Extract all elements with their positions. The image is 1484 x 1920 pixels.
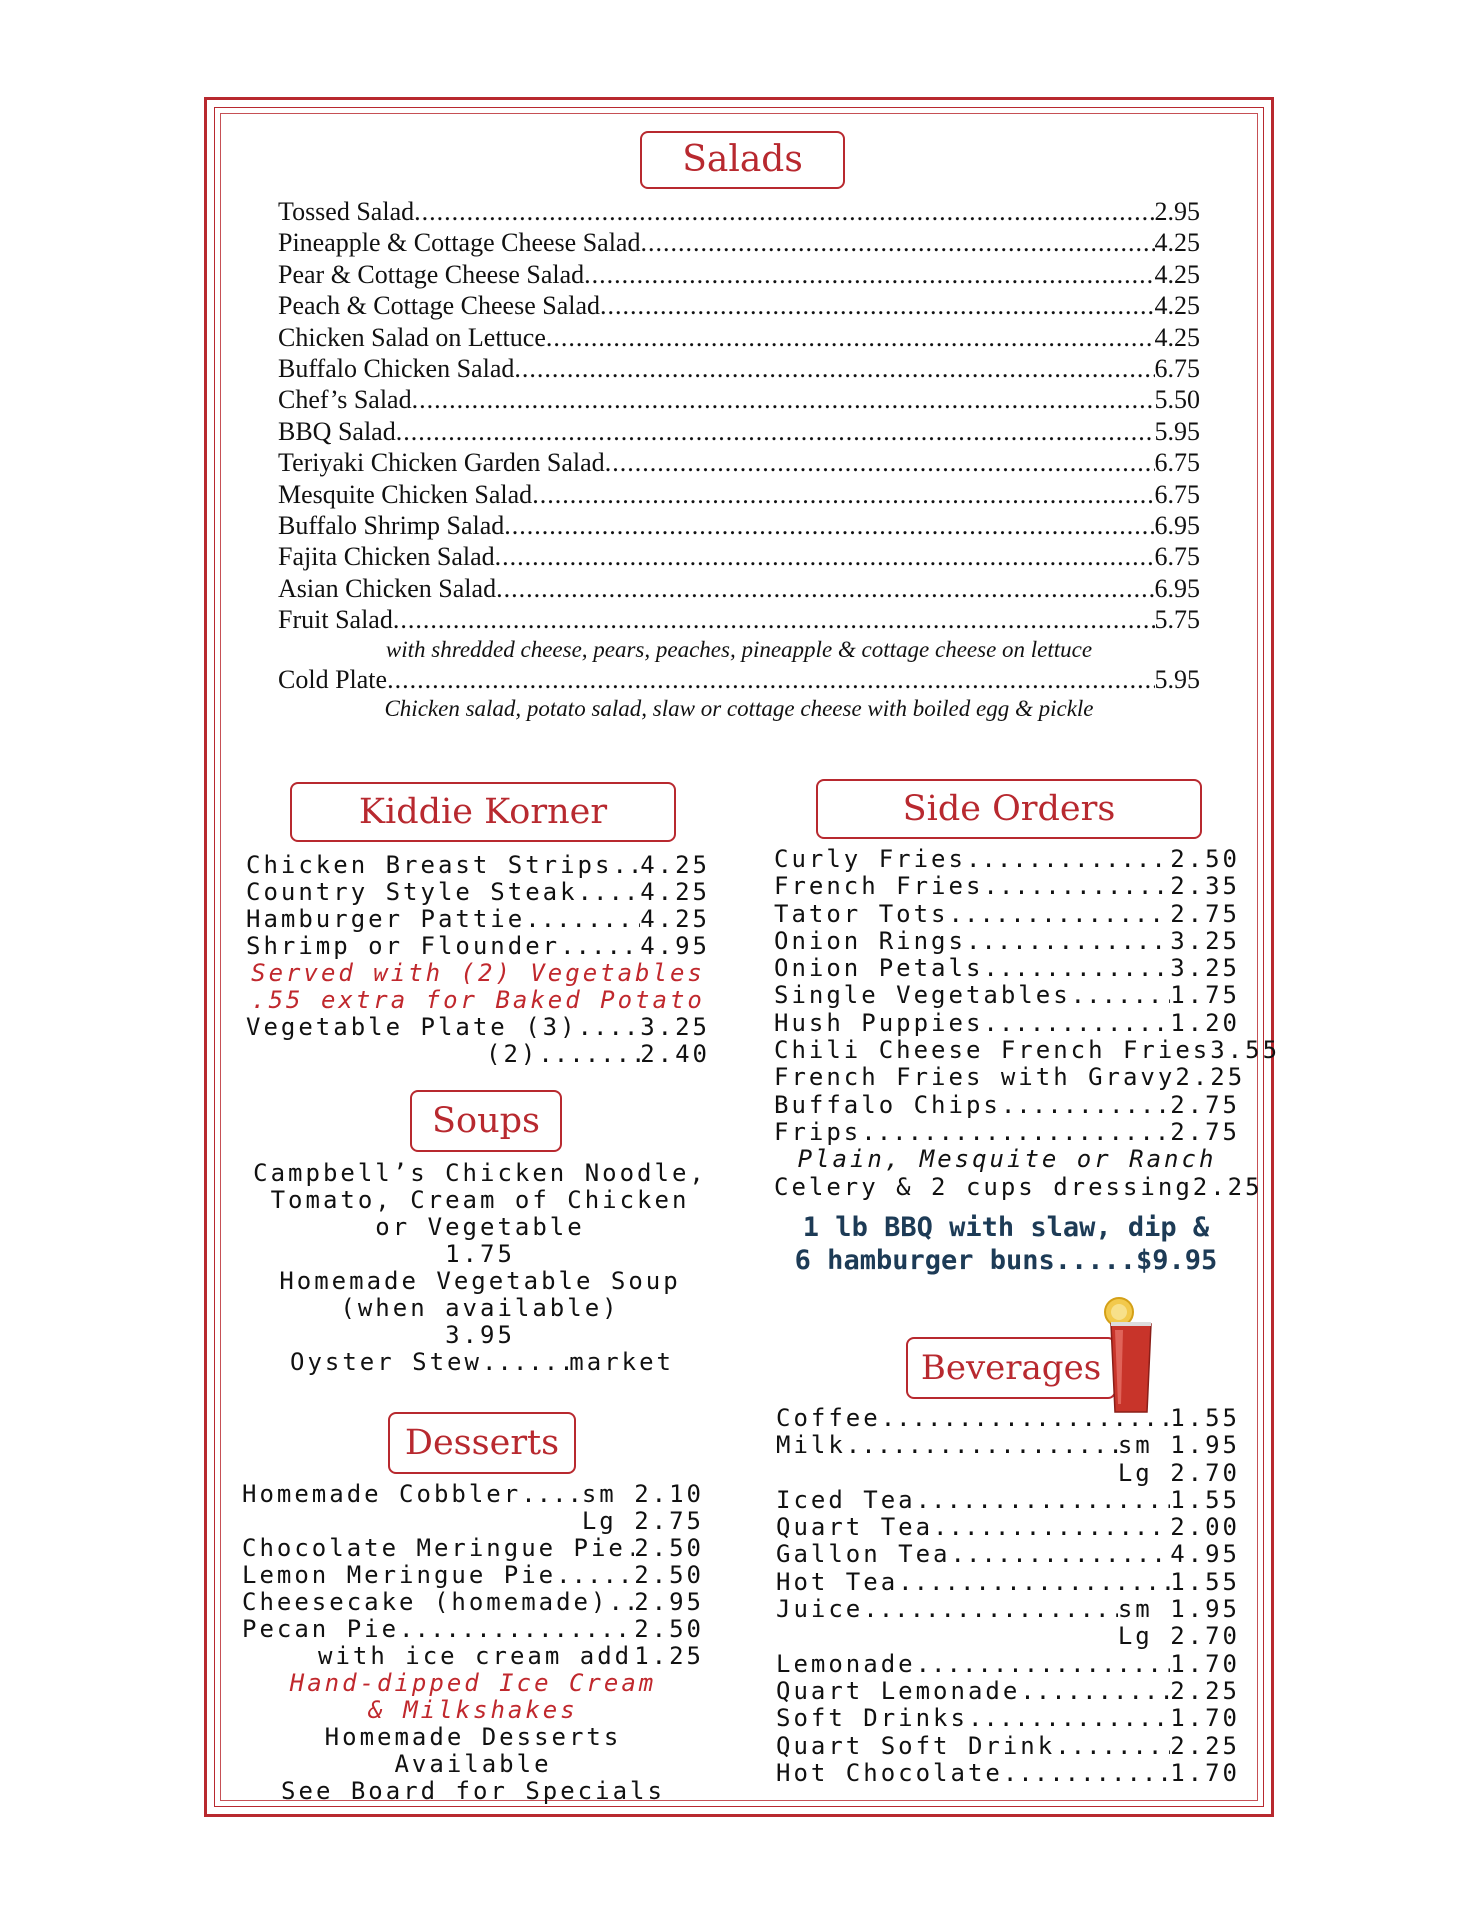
leader-dots <box>951 1541 1171 1568</box>
item-name: French Fries with Gravy <box>774 1063 1176 1092</box>
menu-item <box>776 1705 1240 1732</box>
item-price: 2.50 <box>634 1615 704 1643</box>
item-price: 4.25 <box>1154 259 1200 289</box>
kiddie-note: .55 extra for Baked Potato <box>251 986 705 1014</box>
kiddie-list <box>246 852 710 1068</box>
soup-price: 1.75 <box>445 1240 515 1268</box>
iced-tea-glass-icon <box>1101 1296 1161 1416</box>
menu-item <box>278 510 1200 541</box>
item-name: BBQ Salad <box>278 416 396 446</box>
item-price: 2.95 <box>1154 197 1200 226</box>
menu-item <box>278 384 1200 415</box>
item-name: Country Style Steak <box>246 878 578 906</box>
menu-item <box>278 541 1200 572</box>
menu-item <box>776 1760 1240 1787</box>
sides-note: Plain, Mesquite or Ranch <box>797 1145 1217 1174</box>
item-price: 4.25 <box>1154 228 1200 258</box>
item-name: Cheesecake (homemade) <box>242 1588 609 1616</box>
menu-item: Juice ..... sm 1.95 <box>776 1596 1240 1623</box>
item-name: Single Vegetables <box>774 981 1071 1010</box>
price-sub: Lg 2.70 <box>1117 1458 1240 1487</box>
item-name: Curly Fries <box>774 845 966 873</box>
menu-item <box>776 1678 1240 1705</box>
item-price: 6.95 <box>1154 511 1200 541</box>
item-name: Pecan Pie <box>242 1615 400 1643</box>
leader-dots <box>605 447 1155 478</box>
item-price: 2.00 <box>1170 1513 1240 1542</box>
menu-item <box>278 290 1200 321</box>
leader-dots <box>396 416 1155 447</box>
leader-dots <box>525 906 640 933</box>
menu-item: (2) ..... 2.40 <box>246 1041 710 1068</box>
leader-dots <box>600 290 1154 321</box>
menu-item: Coffee ..... 1.55 <box>776 1405 1240 1432</box>
item-name: Mesquite Chicken Salad <box>278 479 533 509</box>
item-name: Quart Tea <box>776 1513 934 1542</box>
leader-dots <box>949 901 1171 928</box>
menu-item <box>774 1092 1240 1119</box>
item-name: Pear & Cottage Cheese Salad <box>278 259 585 289</box>
leader-dots <box>393 604 1155 635</box>
leader-dots <box>983 873 1170 900</box>
item-price: 2.50 <box>634 1534 704 1562</box>
item-price: 5.75 <box>1154 605 1200 635</box>
menu-item <box>776 1514 1240 1541</box>
item-name: Lemonade <box>776 1649 916 1678</box>
item-price: 5.50 <box>1154 385 1200 415</box>
item-name: Chicken Salad on Lettuce <box>278 322 546 352</box>
desserts-heading: Desserts <box>388 1412 576 1474</box>
item-price: 6.75 <box>1154 448 1200 478</box>
item-price: 5.95 <box>1154 416 1200 446</box>
menu-item <box>774 873 1240 900</box>
leader-dots <box>933 1514 1170 1541</box>
menu-item <box>278 447 1200 478</box>
item-name: Buffalo Chips <box>774 1090 1001 1119</box>
item-price: 3.25 <box>1170 926 1240 955</box>
menu-item <box>278 573 1200 604</box>
item-name: Fruit Salad <box>278 605 393 635</box>
item-name: Hush Puppies <box>774 1008 984 1037</box>
menu-item <box>278 322 1200 353</box>
menu-item <box>776 1569 1240 1596</box>
leader-dots <box>414 196 1154 227</box>
menu-item <box>774 901 1240 928</box>
leader-dots <box>546 322 1155 353</box>
menu-item <box>774 1119 1240 1146</box>
leader-dots <box>1001 1092 1170 1119</box>
leader-dots <box>399 1616 634 1643</box>
menu-item: Celery & 2 cups dressing 2.25 <box>774 1172 1263 1201</box>
item-price: 1.20 <box>1170 1008 1240 1037</box>
leader-dots <box>495 541 1155 572</box>
leader-dots <box>578 879 641 906</box>
item-name: Shrimp or Flounder <box>246 932 561 960</box>
item-price: 6.75 <box>1154 542 1200 572</box>
item-price: 4.25 <box>640 851 710 879</box>
item-name: Tossed Salad <box>278 197 415 226</box>
menu-item <box>278 196 1200 227</box>
item-price: 3.25 <box>1170 954 1240 983</box>
leader-dots <box>514 353 1154 384</box>
menu-item <box>242 1535 704 1562</box>
menu-item <box>774 928 1240 955</box>
menu-item <box>278 353 1200 384</box>
item-name: Gallon Tea <box>776 1540 951 1569</box>
item-name: Asian Chicken Salad <box>278 573 497 603</box>
leader-dots <box>532 479 1154 510</box>
item-name: Onion Rings <box>774 926 966 955</box>
price-sub: Lg 2.75 <box>581 1507 704 1535</box>
leader-dots <box>1055 1733 1170 1760</box>
menu-item <box>776 1487 1240 1514</box>
item-price: 2.25 <box>1170 1731 1240 1760</box>
item-price: 2.95 <box>634 1588 704 1616</box>
soups-heading: Soups <box>410 1090 562 1152</box>
item-name: Hot Tea <box>776 1567 899 1596</box>
item-name: Chef’s Salad <box>278 385 412 415</box>
leader-dots <box>983 1010 1170 1037</box>
item-price: 2.75 <box>1170 899 1240 928</box>
item-price: 1.70 <box>1170 1704 1240 1733</box>
beverages-list <box>776 1405 1240 1787</box>
menu-item <box>776 1541 1240 1568</box>
item-name: French Fries <box>774 872 984 901</box>
menu-item: Vegetable Plate (3) ..... 3.25 <box>246 1014 710 1041</box>
fruit-salad-note: with shredded cheese, pears, peaches, pineapple & cottage cheese on lettuce <box>385 636 1093 662</box>
menu-item <box>278 479 1200 510</box>
leader-dots <box>916 1651 1171 1678</box>
menu-item <box>278 259 1200 290</box>
item-name: Chicken Breast Strips <box>246 851 613 879</box>
item-price: 4.95 <box>1170 1540 1240 1569</box>
leader-dots <box>612 852 640 879</box>
salads-list <box>278 196 1200 723</box>
item-price: 4.25 <box>640 878 710 906</box>
item-price: 1.55 <box>1170 1485 1240 1514</box>
item-name: Buffalo Shrimp Salad <box>278 511 505 541</box>
menu-item <box>246 933 710 960</box>
item-price: 2.25 <box>1175 1063 1246 1092</box>
salads-heading: Salads <box>640 131 845 189</box>
item-price: 4.25 <box>1154 322 1200 352</box>
item-price: 2.75 <box>1170 1117 1240 1146</box>
menu-item <box>278 416 1200 447</box>
item-name: Frips <box>774 1117 862 1146</box>
menu-item: Milk ..... sm 1.95 <box>776 1432 1240 1459</box>
item-price: 4.95 <box>640 932 710 960</box>
menu-item <box>774 982 1240 1009</box>
leader-dots <box>898 1569 1170 1596</box>
leader-dots <box>412 384 1155 415</box>
menu-item <box>774 846 1240 873</box>
leader-dots <box>626 1535 634 1562</box>
menu-item <box>242 1616 704 1643</box>
soups-list <box>244 1160 716 1376</box>
item-name: Quart Lemonade <box>776 1676 1021 1705</box>
leader-dots <box>608 1589 634 1616</box>
side-orders-heading: Side Orders <box>816 779 1202 839</box>
leader-dots <box>1071 982 1171 1009</box>
dessert-note: & Milkshakes <box>368 1696 578 1724</box>
item-name: Soft Drinks <box>776 1704 968 1733</box>
item-name: Hot Chocolate <box>776 1758 1003 1787</box>
price-sub: Lg 2.70 <box>1117 1622 1240 1651</box>
menu-item <box>278 604 1200 635</box>
leader-dots <box>640 227 1154 258</box>
leader-dots <box>1020 1678 1170 1705</box>
soup-line: Homemade Vegetable Soup <box>279 1267 681 1295</box>
item-price: 1.70 <box>1170 1649 1240 1678</box>
item-name: Buffalo Chicken Salad <box>278 354 515 384</box>
leader-dots <box>560 933 640 960</box>
soup-price: 3.95 <box>445 1321 515 1349</box>
leader-dots <box>584 259 1154 290</box>
item-name: Pineapple & Cottage Cheese Salad <box>278 228 641 258</box>
menu-item: Oyster Stew ..... market <box>244 1349 716 1376</box>
leader-dots <box>983 955 1170 982</box>
item-name: Hamburger Pattie <box>246 905 526 933</box>
item-price: 4.25 <box>1154 291 1200 321</box>
item-price: 2.50 <box>634 1561 704 1589</box>
item-price: 2.35 <box>1170 872 1240 901</box>
item-name: Chocolate Meringue Pie <box>242 1534 626 1562</box>
soup-line: or Vegetable <box>375 1213 585 1241</box>
menu-item <box>242 1589 704 1616</box>
menu-item <box>774 1063 1246 1092</box>
item-name: Lemon Meringue Pie <box>242 1561 557 1589</box>
leader-dots <box>496 573 1154 604</box>
menu-item <box>246 879 710 906</box>
item-price: 6.95 <box>1154 573 1200 603</box>
promo-line: 6 hamburger buns.....$9.95 <box>794 1245 1218 1276</box>
item-price: 2.75 <box>1170 1090 1240 1119</box>
menu-item <box>246 852 710 879</box>
item-name: Onion Petals <box>774 954 984 983</box>
soup-line: Tomato, Cream of Chicken <box>270 1186 690 1214</box>
item-name: Fajita Chicken Salad <box>278 542 495 572</box>
kiddie-korner-heading: Kiddie Korner <box>290 782 676 842</box>
item-price: 1.75 <box>1170 981 1240 1010</box>
item-name: Iced Tea <box>776 1485 916 1514</box>
kiddie-note: Served with (2) Vegetables <box>251 959 705 987</box>
menu-item <box>774 1010 1240 1037</box>
item-price: 2.50 <box>1170 845 1240 873</box>
menu-item <box>776 1733 1240 1760</box>
item-name: Peach & Cottage Cheese Salad <box>278 291 601 321</box>
item-price: 3.55 <box>1210 1036 1281 1065</box>
item-price: 1.55 <box>1170 1567 1240 1596</box>
menu-item: Homemade Cobbler ..... sm 2.10 <box>242 1481 704 1508</box>
item-name: Chili Cheese French Fries <box>774 1036 1211 1065</box>
menu-item <box>776 1651 1240 1678</box>
item-price: 1.70 <box>1170 1758 1240 1787</box>
leader-dots <box>968 1705 1170 1732</box>
leader-dots <box>556 1562 634 1589</box>
item-price: 2.25 <box>1170 1676 1240 1705</box>
promo-line: 1 lb BBQ with slaw, dip & <box>802 1212 1210 1243</box>
soup-line: Campbell’s Chicken Noodle, <box>253 1159 707 1187</box>
menu-item: with ice cream add ..... 1.25 <box>242 1643 704 1670</box>
desserts-list <box>242 1481 704 1805</box>
leader-dots <box>861 1119 1170 1146</box>
leader-dots <box>504 510 1154 541</box>
menu-item <box>278 227 1200 258</box>
menu-item <box>242 1562 704 1589</box>
menu-item <box>246 906 710 933</box>
leader-dots <box>916 1487 1171 1514</box>
item-name: Quart Soft Drink <box>776 1731 1056 1760</box>
menu-item: Cold Plate ..... 5.95 <box>278 664 1200 695</box>
item-name: Teriyaki Chicken Garden Salad <box>278 448 605 478</box>
menu-item <box>774 955 1240 982</box>
item-name: Tator Tots <box>774 899 949 928</box>
item-price: 4.25 <box>640 905 710 933</box>
dessert-footer: See Board for Specials <box>281 1777 665 1805</box>
bbq-promo <box>766 1211 1246 1277</box>
leader-dots <box>966 846 1170 873</box>
menu-item <box>774 1036 1281 1065</box>
item-price: 6.75 <box>1154 354 1200 384</box>
soup-line: (when available) <box>340 1294 620 1322</box>
leader-dots <box>1003 1760 1170 1787</box>
beverages-heading: Beverages <box>906 1337 1116 1399</box>
dessert-footer: Homemade Desserts Available <box>324 1723 622 1778</box>
cold-plate-note: Chicken salad, potato salad, slaw or cottage cheese with boiled egg & pickle <box>384 696 1094 722</box>
leader-dots <box>966 928 1170 955</box>
dessert-note: Hand-dipped Ice Cream <box>289 1669 657 1697</box>
side-orders-list <box>774 845 1281 1201</box>
item-price: 6.75 <box>1154 479 1200 509</box>
